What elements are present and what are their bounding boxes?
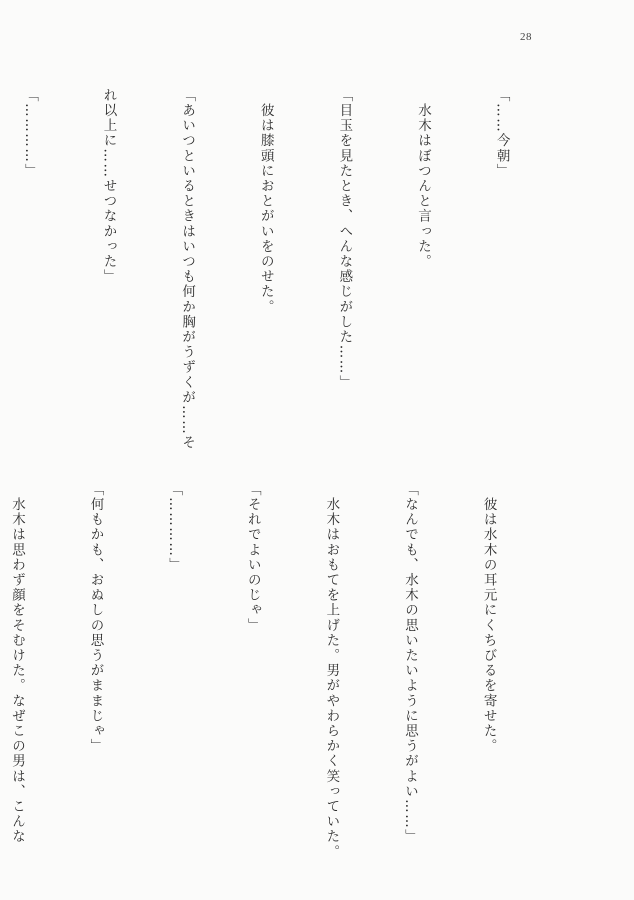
- text-line: 水木はぼつんと言った。: [414, 88, 431, 270]
- bottom-text-block: [0, 482, 554, 860]
- text-line: 「……今朝」: [493, 88, 510, 179]
- text-line: 「何もかも、おぬしの思うがままじゃ」: [87, 482, 104, 754]
- top-text-block: [0, 88, 567, 451]
- text-line: 「目玉を見たとき、へんな感じがした……」: [336, 88, 353, 390]
- text-line: 水木は思わず顔をそむけた。なぜこの男は、こんな: [8, 482, 25, 845]
- text-line: 「あいつといるときはいつも何か胸がうずくが……そ: [179, 88, 196, 451]
- text-line: 彼は水木の耳元にくちびるを寄せた。: [480, 482, 497, 754]
- text-line: 「それでよいのじゃ」: [244, 482, 261, 633]
- text-line: 水木はおもてを上げた。男がやわらかく笑っていた。: [323, 482, 340, 860]
- text-line: れ以上に……せつなかった」: [100, 88, 117, 285]
- text-line: 「…………」: [166, 482, 183, 573]
- text-line: 「…………」: [21, 88, 38, 179]
- page-number: 28: [520, 31, 532, 43]
- text-line: 彼は膝頭におとがいをのせた。: [257, 88, 274, 315]
- text-line: 「なんでも、水木の思いたいように思うがよい……」: [401, 482, 418, 845]
